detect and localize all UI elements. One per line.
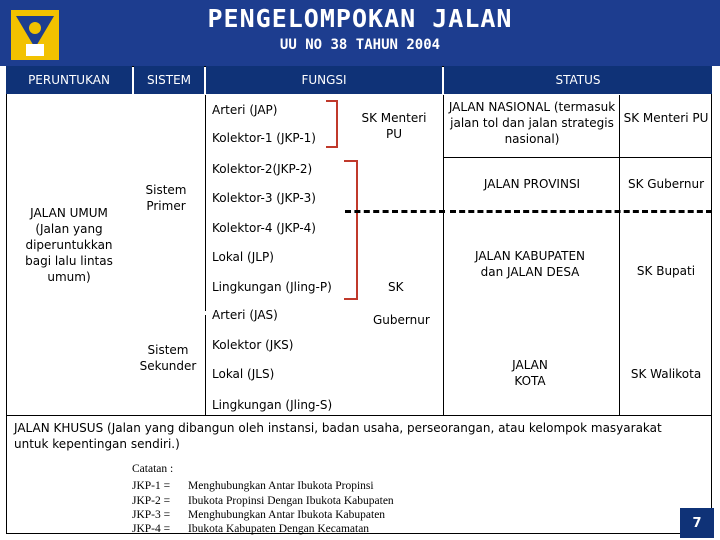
status-nasional-sk: SK Menteri PU (623, 111, 709, 125)
header-peruntukan: PERUNTUKAN (6, 66, 132, 94)
catatan-code-4: JKP-4 = (132, 523, 171, 535)
fungsi-lokal-jlp: Lokal (JLP) (212, 250, 274, 264)
gubernur-bracket-top (344, 160, 358, 162)
gubernur-bracket (356, 160, 358, 300)
jalan-umum-label: JALAN UMUM (Jalan yang diperuntukkan bagi lalu lintas umum) (25, 206, 113, 284)
header-status: STATUS (444, 66, 712, 94)
sistem-sekunder-label: Sistem Sekunder (139, 343, 197, 373)
fungsi-kolektor-1: Kolektor-1 (JKP-1) (212, 131, 316, 145)
sk-divider (619, 95, 620, 415)
jalan-khusus-text: JALAN KHUSUS (Jalan yang dibangun oleh instansi, badan usaha, perseorangan, atau kelompok masyarakat untuk kepentingan sendiri.) (14, 421, 662, 451)
header-sistem: SISTEM (134, 66, 204, 94)
catatan-code-3: JKP-3 = (132, 509, 171, 521)
status-divider (443, 95, 444, 415)
table-bottom-line (6, 415, 712, 416)
sk-label: SK (388, 280, 404, 294)
fungsi-lingkungan-p: Lingkungan (Jling-P) (212, 280, 332, 294)
catatan-code-2: JKP-2 = (132, 495, 171, 507)
fungsi-arteri-jap: Arteri (JAP) (212, 103, 278, 117)
fungsi-kolektor-2: Kolektor-2(JKP-2) (212, 162, 313, 176)
dashed-separator-right (450, 210, 712, 213)
gubernur-bracket-bottom (344, 298, 358, 300)
page-title: PENGELOMPOKAN JALAN (207, 4, 513, 33)
status-kabupaten-sk: SK Bupati (636, 264, 696, 278)
sistem-primer-label: Sistem Primer (145, 183, 187, 213)
sk-menteri-pu-label: SK Menteri PU (361, 111, 427, 141)
catatan-desc-3: Menghubungkan Antar Ibukota Kabupaten (188, 509, 386, 521)
fungsi-lingkungan-s: Lingkungan (Jling-S) (212, 398, 333, 412)
status-provinsi: JALAN PROVINSI (483, 177, 581, 191)
menteri-bracket (336, 100, 338, 148)
sekunder-bracket-line (205, 315, 206, 415)
catatan-desc-4: Ibukota Kabupaten Dengan Kecamatan (188, 523, 370, 535)
catatan-desc-2: Ibukota Propinsi Dengan Ibukota Kabupaten (188, 495, 394, 507)
status-kabupaten: JALAN KABUPATEN dan JALAN DESA (474, 249, 585, 279)
fungsi-arteri-jas: Arteri (JAS) (212, 308, 278, 322)
status-kota: JALAN KOTA (512, 358, 548, 388)
primer-bracket-line (205, 95, 206, 311)
fungsi-kolektor-jks: Kolektor (JKS) (212, 338, 294, 352)
page-number-badge: 7 (680, 508, 714, 538)
fungsi-kolektor-4: Kolektor-4 (JKP-4) (212, 221, 316, 235)
catatan-desc-1: Menghubungkan Antar Ibukota Propinsi (188, 480, 374, 492)
fungsi-kolektor-3: Kolektor-3 (JKP-3) (212, 191, 316, 205)
menteri-bracket-top (326, 100, 338, 102)
status-provinsi-sk: SK Gubernur (627, 177, 705, 191)
fungsi-lokal-jls: Lokal (JLS) (212, 367, 275, 381)
status-kota-sk: SK Walikota (630, 367, 702, 381)
page-subtitle: UU NO 38 TAHUN 2004 (279, 37, 441, 53)
gubernur-label: Gubernur (373, 313, 430, 327)
status-nasional: JALAN NASIONAL (termasuk jalan tol dan jalan strategis nasional) (448, 100, 616, 146)
status-row-divider-1 (443, 157, 712, 158)
catatan-label: Catatan : (132, 463, 174, 475)
catatan-code-1: JKP-1 = (132, 480, 171, 492)
header-fungsi: FUNGSI (206, 66, 442, 94)
dashed-separator-left (345, 210, 445, 213)
menteri-bracket-bottom (326, 146, 338, 148)
